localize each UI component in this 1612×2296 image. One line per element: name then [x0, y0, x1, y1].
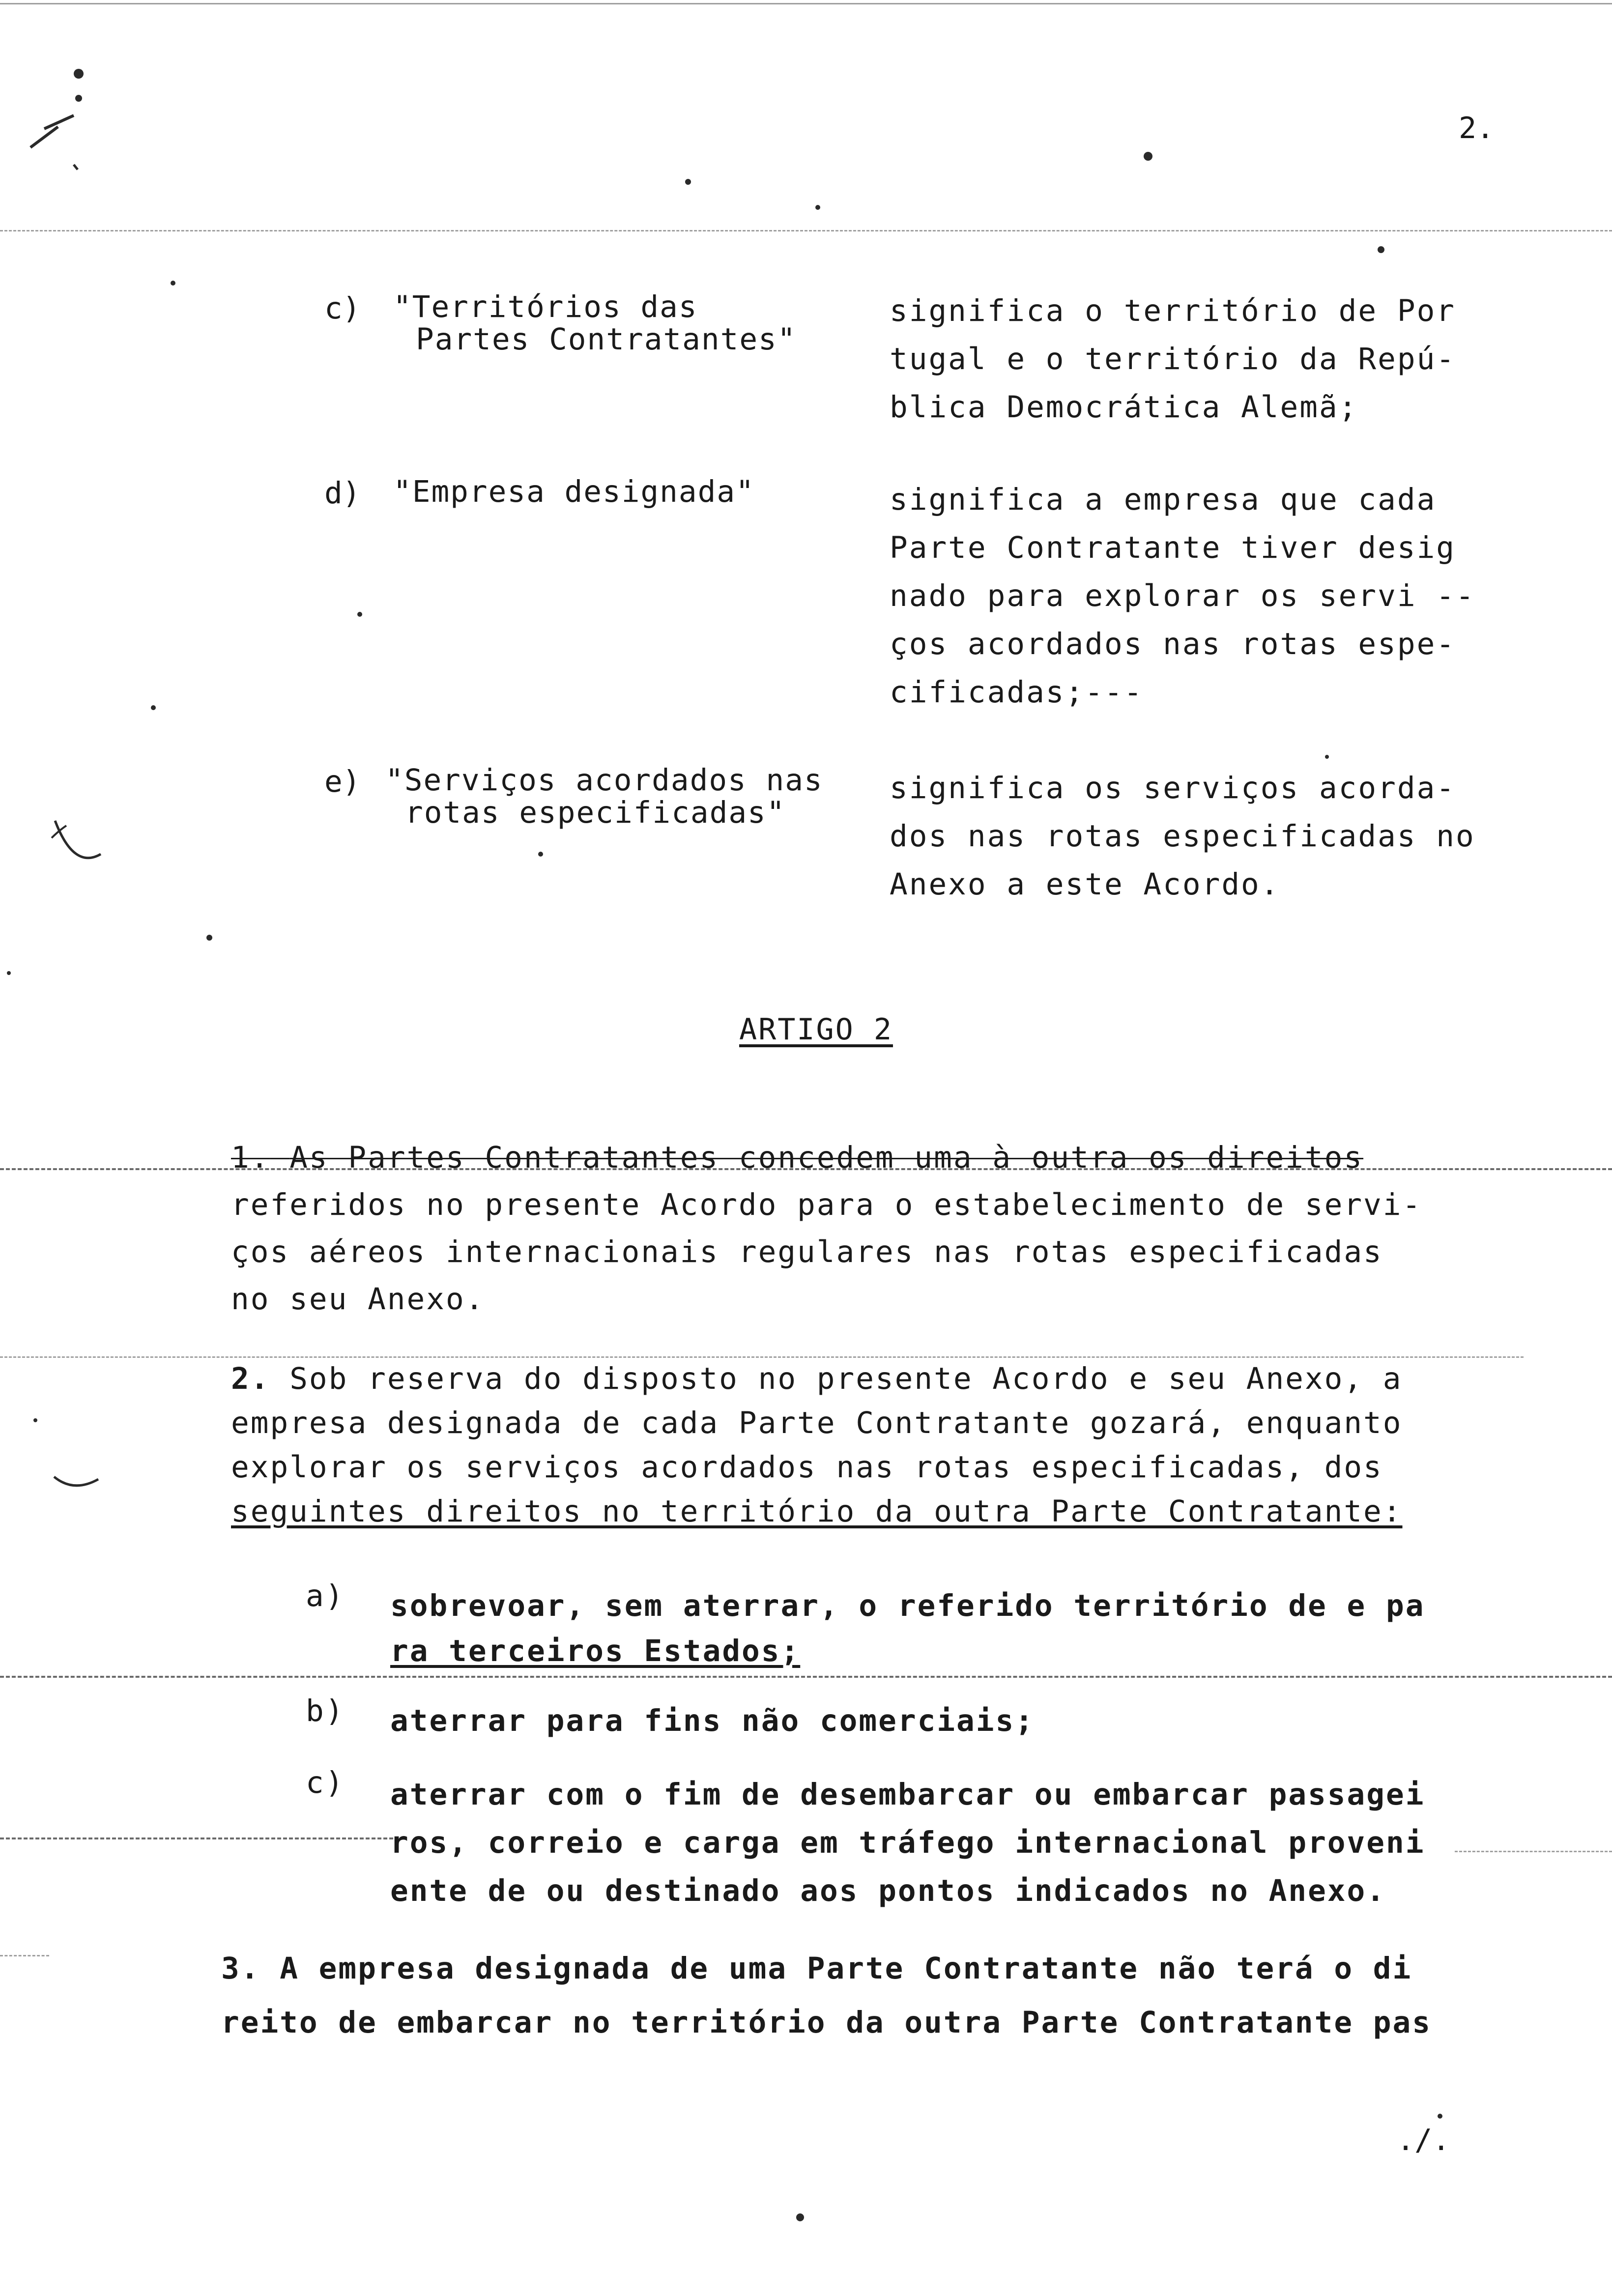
item-a-label: a)	[306, 1578, 345, 1613]
meaning-line: significa a empresa que cada	[890, 482, 1437, 517]
paragraph-number: 2.	[231, 1361, 270, 1396]
paragraph-text: Sob reserva do disposto no presente Acordo e seu Anexo, a	[289, 1361, 1403, 1396]
meaning-line: nado para explorar os servi --	[890, 578, 1475, 613]
continuation-mark: ./.	[1397, 2123, 1450, 2157]
paragraph-number: 3.	[221, 1951, 260, 1986]
paragraph-line	[231, 1140, 1363, 1175]
term-line: "Serviços acordados nas	[385, 763, 823, 798]
definition-term	[393, 291, 885, 356]
meaning-line: tugal e o território da Repú-	[890, 342, 1456, 376]
paragraph-line	[231, 1361, 1403, 1396]
item-line: sobrevoar, sem aterrar, o referido território de e pa	[390, 1588, 1425, 1623]
definition-label: d)	[324, 476, 361, 511]
paragraph-line: explorar os serviços acordados nas rotas especificadas, dos	[231, 1450, 1383, 1485]
definition-meaning	[890, 287, 1499, 431]
term-line: "Empresa designada"	[393, 474, 755, 509]
paragraph-line: ços aéreos internacionais regulares nas rotas especificadas	[231, 1234, 1383, 1269]
paragraph-line: referidos no presente Acordo para o estabelecimento de servi-	[231, 1187, 1422, 1222]
definition-term	[385, 764, 877, 829]
meaning-line: dos nas rotas especificadas no	[890, 819, 1475, 854]
item-c-label: c)	[306, 1765, 345, 1800]
item-line: ente de ou destinado aos pontos indicados no Anexo.	[390, 1873, 1386, 1908]
paragraph-line: empresa designada de cada Parte Contratante gozará, enquanto	[231, 1406, 1403, 1440]
definition-label: c)	[324, 291, 361, 326]
meaning-line: significa os serviços acorda-	[890, 771, 1456, 805]
paragraph-text: As Partes Contratantes concedem uma à outra os direitos	[289, 1140, 1364, 1175]
paragraph-line: seguintes direitos no território da outra Parte Contratante:	[231, 1494, 1403, 1529]
definition-meaning	[890, 764, 1499, 909]
item-b-label: b)	[306, 1693, 345, 1728]
item-line: ros, correio e carga em tráfego internacional proveni	[390, 1825, 1425, 1860]
meaning-line: cificadas;---	[890, 675, 1144, 710]
meaning-line: Parte Contratante tiver desig	[890, 530, 1456, 565]
paragraph-text: A empresa designada de uma Parte Contratante não terá o di	[280, 1951, 1412, 1986]
paragraph-line: reito de embarcar no território da outra Parte Contratante pas	[221, 2005, 1432, 2040]
term-line: rotas especificadas"	[405, 795, 786, 830]
meaning-line: ços acordados nas rotas espe-	[890, 627, 1456, 661]
term-line: Partes Contratantes"	[416, 322, 797, 357]
definition-term	[393, 476, 885, 508]
page-number: 2.	[1459, 111, 1495, 145]
definition-meaning	[890, 476, 1499, 717]
definition-label: e)	[324, 764, 361, 799]
meaning-line: blica Democrática Alemã;	[890, 390, 1358, 425]
item-line: aterrar para fins não comerciais;	[390, 1703, 1035, 1738]
term-line: "Territórios das	[393, 289, 698, 324]
paragraph-line: no seu Anexo.	[231, 1282, 485, 1317]
paragraph-number: 1.	[231, 1140, 270, 1175]
meaning-line: significa o território de Por	[890, 293, 1456, 328]
item-line: ra terceiros Estados;	[390, 1634, 801, 1668]
article-heading: ARTIGO 2	[739, 1012, 893, 1047]
meaning-line: Anexo a este Acordo.	[890, 867, 1280, 902]
item-line: aterrar com o fim de desembarcar ou embarcar passagei	[390, 1777, 1425, 1812]
paragraph-line	[221, 1951, 1412, 1986]
